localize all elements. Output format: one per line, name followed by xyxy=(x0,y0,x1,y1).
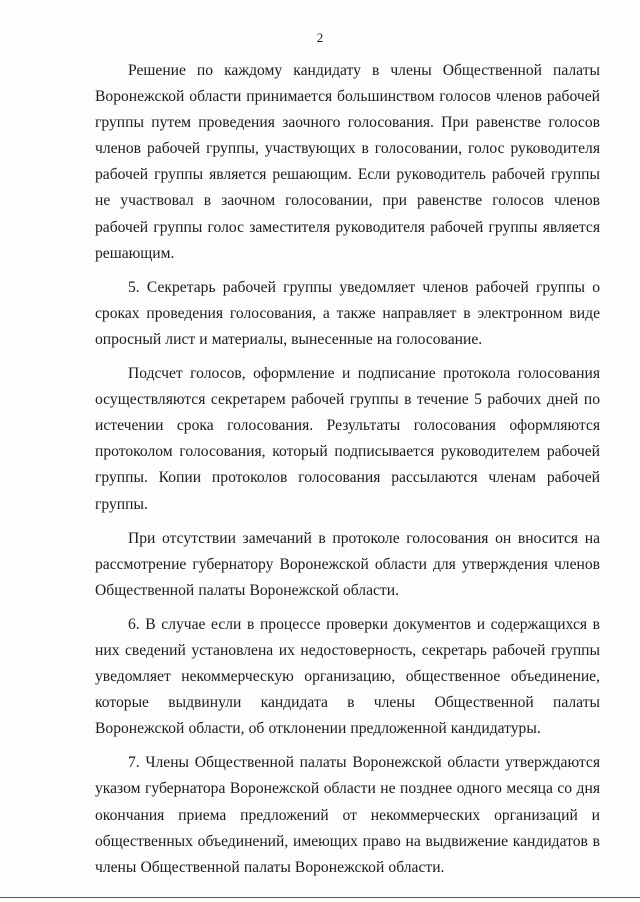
paragraph-vote-count: Подсчет голосов, оформление и подписание протокола голосования осуществляются секретарем рабочей группы в течение 5 рабочих дней по истечении срока голосования. Результаты голосования оформляются протоколом голосования, который подписывается руководителем рабочей группы. Копии протоколов голосования рассылаются членам рабочей группы. xyxy=(95,365,600,513)
page-number: 2 xyxy=(316,30,324,45)
paragraph-item-5: 5. Секретарь рабочей группы уведомляет членов рабочей группы о сроках проведения голосования, а также направляет в электронном виде опросный лист и материалы, вынесенные на голосование. xyxy=(95,278,600,348)
document-body xyxy=(95,58,600,881)
paragraph-item-7: 7. Члены Общественной палаты Воронежской области утверждаются указом губернатора Воронежской области не позднее одного месяца со дня окончания приема предложений от некоммерческих организаций и общественных объединений, имеющих право на выдвижение кандидатов в члены Общественной палаты Воронежской области. xyxy=(95,754,600,876)
paragraph-no-remarks: При отсутствии замечаний в протоколе голосования он вносится на рассмотрение губернатору Воронежской области для утверждения членов Общественной палаты Воронежской области. xyxy=(95,529,600,599)
page-bottom-edge xyxy=(0,897,640,898)
paragraph-voting-decision: Решение по каждому кандидату в члены Общественной палаты Воронежской области принимается большинством голосов членов рабочей группы путем проведения заочного голосования. При равенстве голосов членов рабочей группы, участвующих в голосовании, голос руководителя рабочей группы является решающим. Если руководитель рабочей группы не участвовал в заочном голосовании, при равенстве голосов членов рабочей группы голос заместителя руководителя рабочей группы является решающим. xyxy=(95,62,600,262)
paragraph-item-6: 6. В случае если в процессе проверки документов и содержащихся в них сведений установлена их недостоверность, секретарь рабочей группы уведомляет некоммерческую организацию, общественное объединение, которые выдвинули кандидата в члены Общественной палаты Воронежской области, об отклонении предложенной кандидатуры. xyxy=(95,615,600,738)
